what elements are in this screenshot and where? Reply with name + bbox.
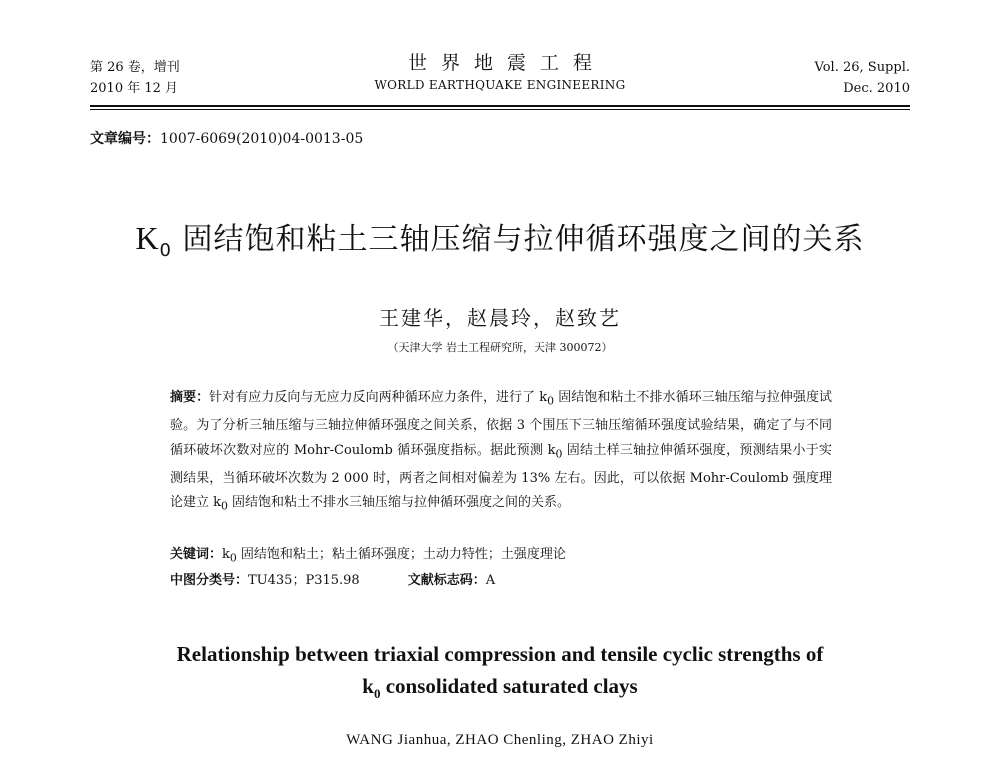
classification [170,569,495,588]
abstract-subscript-3: 0 [221,499,228,513]
title-cn-k: K [135,220,160,256]
title-en-line1: Relationship between triaxial compression and tensile cyclic strengths of [176,642,824,666]
header-date-cn: 2010 年 12 月 [90,81,179,96]
title-en-line2: consolidated saturated clays [380,674,638,698]
keywords-k: k [222,547,230,562]
header-journal [300,50,700,94]
keywords [170,543,566,565]
header-left [90,57,180,99]
article-number-label: 文章编号： [90,131,160,147]
authors-en: WANG Jianhua, ZHAO Chenling, ZHAO Zhiyi [346,732,654,748]
title-cn-text: 固结饱和粘土三轴压缩与拉伸循环强度之间的关系 [182,222,865,257]
classification-label: 中图分类号： [170,573,249,588]
affiliation-cn: （天津大学 岩土工程研究所，天津 300072） [387,341,613,354]
abstract-subscript-1: 0 [547,394,555,408]
title-cn [0,214,1000,261]
keywords-label: 关键词： [170,547,223,562]
title-en [0,638,1000,710]
header-date-en: Dec. 2010 [843,81,910,96]
document-code-label: 文献标志码： [407,573,486,588]
title-en-subscript: 0 [373,686,381,702]
title-en-k: k [362,674,374,698]
abstract-label: 摘要： [170,390,210,405]
document-code-value: A [485,573,496,588]
article-number-value: 1007-6069(2010)04-0013-05 [160,131,364,147]
abstract-text-2: 固结饱和粘土不排水循环三轴压缩与拉伸强度试验。为了分析三轴压缩与三轴拉伸循环强度之间关系，依据 3 个围压下三轴压缩循环强度试验结果，确定了与不同循环破坏次数对应的 Mohr-Coulomb 循环强度指标。据此预测 k [170,390,832,458]
journal-title-en: WORLD EARTHQUAKE ENGINEERING [374,78,626,92]
header-right [815,57,910,99]
abstract-text-3: 固结土样三轴拉伸循环强度，预测结果小于实测结果，当循环破坏次数为 2 000 时，两者之间相对偏差为 13% 左右。因此，可以依据 Mohr-Coulomb 强度理论建立 k [170,442,832,511]
title-en-line2-wrap [0,670,1000,710]
title-cn-subscript: 0 [159,240,172,261]
header-volume-en: Vol. 26, Suppl. [814,60,910,75]
abstract-text-4: 固结饱和粘土不排水三轴压缩与拉伸循环强度之间的关系。 [227,495,571,511]
keywords-text: 固结饱和粘土；粘土循环强度；土动力特性；土强度理论 [236,547,566,562]
abstract-text-1: 针对有应力反向与无应力反向两种循环应力条件，进行了 k [209,390,548,405]
abstract [170,386,832,519]
journal-title-cn: 世界地震工程 [407,52,606,74]
authors-cn: 王建华，赵晨玲，赵致艺 [379,306,621,330]
abstract-subscript-2: 0 [555,447,563,461]
header-rule-thick [90,105,910,107]
keywords-subscript: 0 [229,551,237,565]
header-volume-cn: 第 26 卷，增刊 [90,60,180,75]
header-rule-thin [90,109,910,110]
classification-value: TU435；P315.98 [248,573,360,588]
article-number [90,128,363,148]
